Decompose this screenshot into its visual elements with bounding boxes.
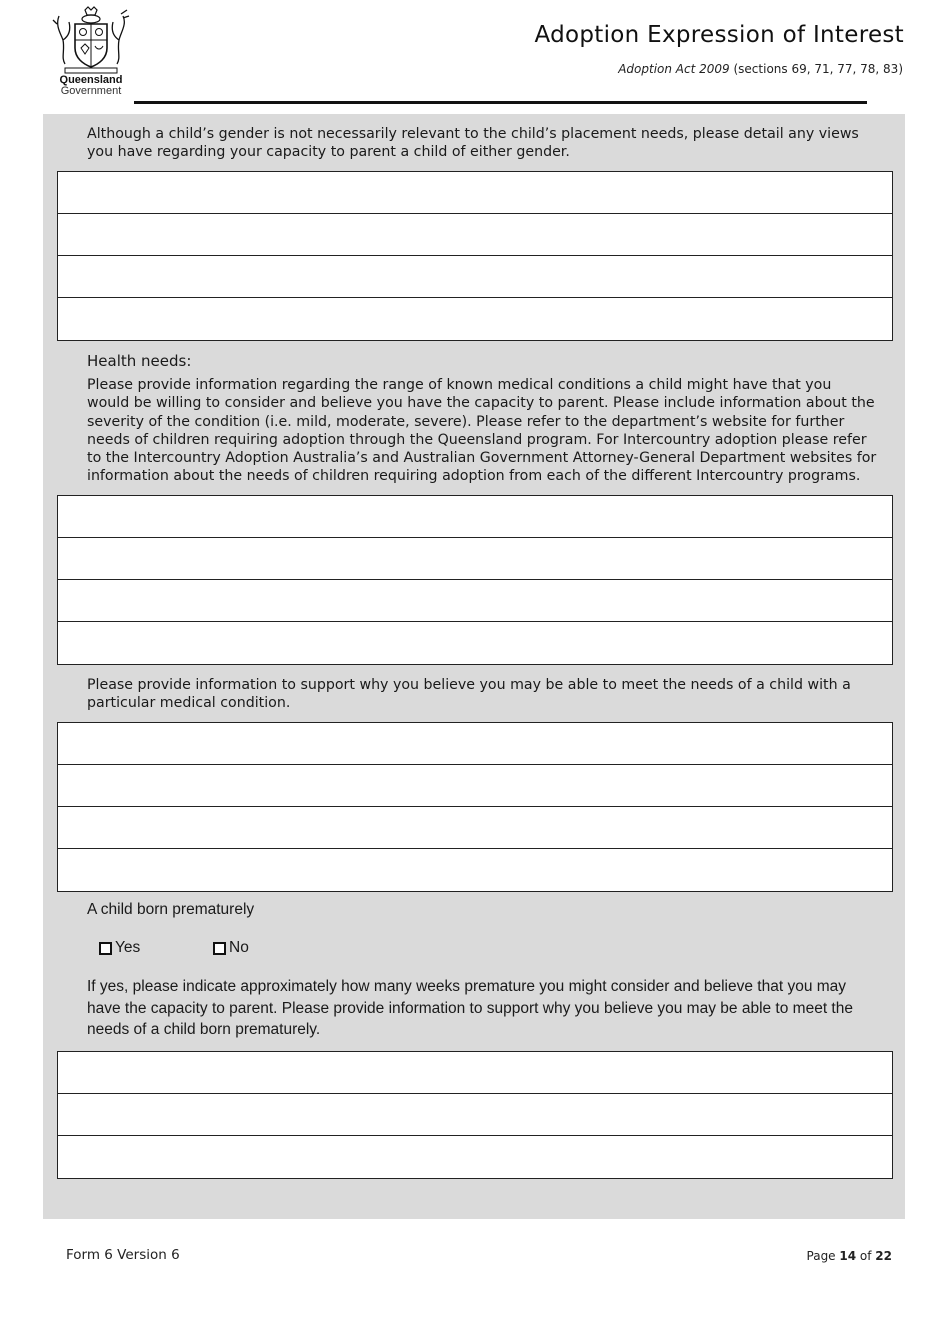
yes-label: Yes [115,939,141,956]
medical-support-answer-line-3[interactable] [58,807,892,849]
yes-checkbox[interactable] [99,942,112,955]
page-current: 14 [839,1249,857,1263]
gender-answer-line-1[interactable] [58,172,892,214]
medical-support-answer-line-1[interactable] [58,723,892,765]
health-answer-line-1[interactable] [58,496,892,538]
header-divider [134,101,867,104]
form-version: Form 6 Version 6 [66,1247,180,1263]
health-answer-box [57,495,893,665]
premature-answer-line-3[interactable] [58,1136,892,1178]
premature-yes-option[interactable] [99,939,140,957]
health-answer-line-3[interactable] [58,580,892,622]
medical-support-answer-box [57,722,893,892]
premature-answer-line-1[interactable] [58,1052,892,1094]
medical-support-answer-line-2[interactable] [58,765,892,807]
premature-question: If yes, please indicate approximately how many weeks premature you might consider and believe that you may have the capacity to parent. Please provide information to support why you believe you may be able to meet the needs of a child born prematurely. [87,978,853,1038]
premature-answer-box [57,1051,893,1179]
document-title: Adoption Expression of Interest [534,22,904,48]
page-of: of [856,1249,876,1263]
gender-answer-line-4[interactable] [58,298,892,340]
page-total: 22 [875,1249,892,1263]
health-needs-heading: Health needs: [87,352,192,370]
logo-name: Queensland [59,74,123,86]
gender-answer-line-3[interactable] [58,256,892,298]
no-checkbox[interactable] [213,942,226,955]
health-answer-line-4[interactable] [58,622,892,664]
document-subtitle [618,62,903,76]
page-word: Page [806,1249,840,1263]
gender-answer-box [57,171,893,341]
health-question: Please provide information regarding the range of known medical conditions a child might have that you would be willing to consider and believe you have the capacity to parent. Please include information about the severity of the condition (i.e. mild, moderate, severe). Please refer to the department’s website for further needs of children requiring adoption through the Queensland program. For Intercountry adoption please refer to the Intercountry Adoption Australia’s and Australian Government Attorney-General Department websites for information about the needs of children requiring adoption from each of the different Intercountry programs. [87,377,877,485]
medical-support-question: Please provide information to support why you believe you may be able to meet the needs of a child with a particular medical condition. [87,677,851,712]
gender-question: Although a child’s gender is not necessarily relevant to the child’s placement needs, please detail any views you have regarding your capacity to parent a child of either gender. [87,126,859,161]
medical-support-answer-line-4[interactable] [58,849,892,891]
act-name: Adoption Act 2009 [618,62,730,76]
premature-label: A child born prematurely [87,901,255,918]
no-label: No [229,939,249,956]
coat-of-arms-icon [51,6,131,74]
gender-answer-line-2[interactable] [58,214,892,256]
page-number [807,1249,892,1263]
health-answer-line-2[interactable] [58,538,892,580]
premature-no-option[interactable] [213,939,249,957]
act-sections: (sections 69, 71, 77, 78, 83) [729,62,903,76]
logo-subtitle: Government [60,85,122,97]
queensland-government-logo [50,6,132,100]
premature-answer-line-2[interactable] [58,1094,892,1136]
